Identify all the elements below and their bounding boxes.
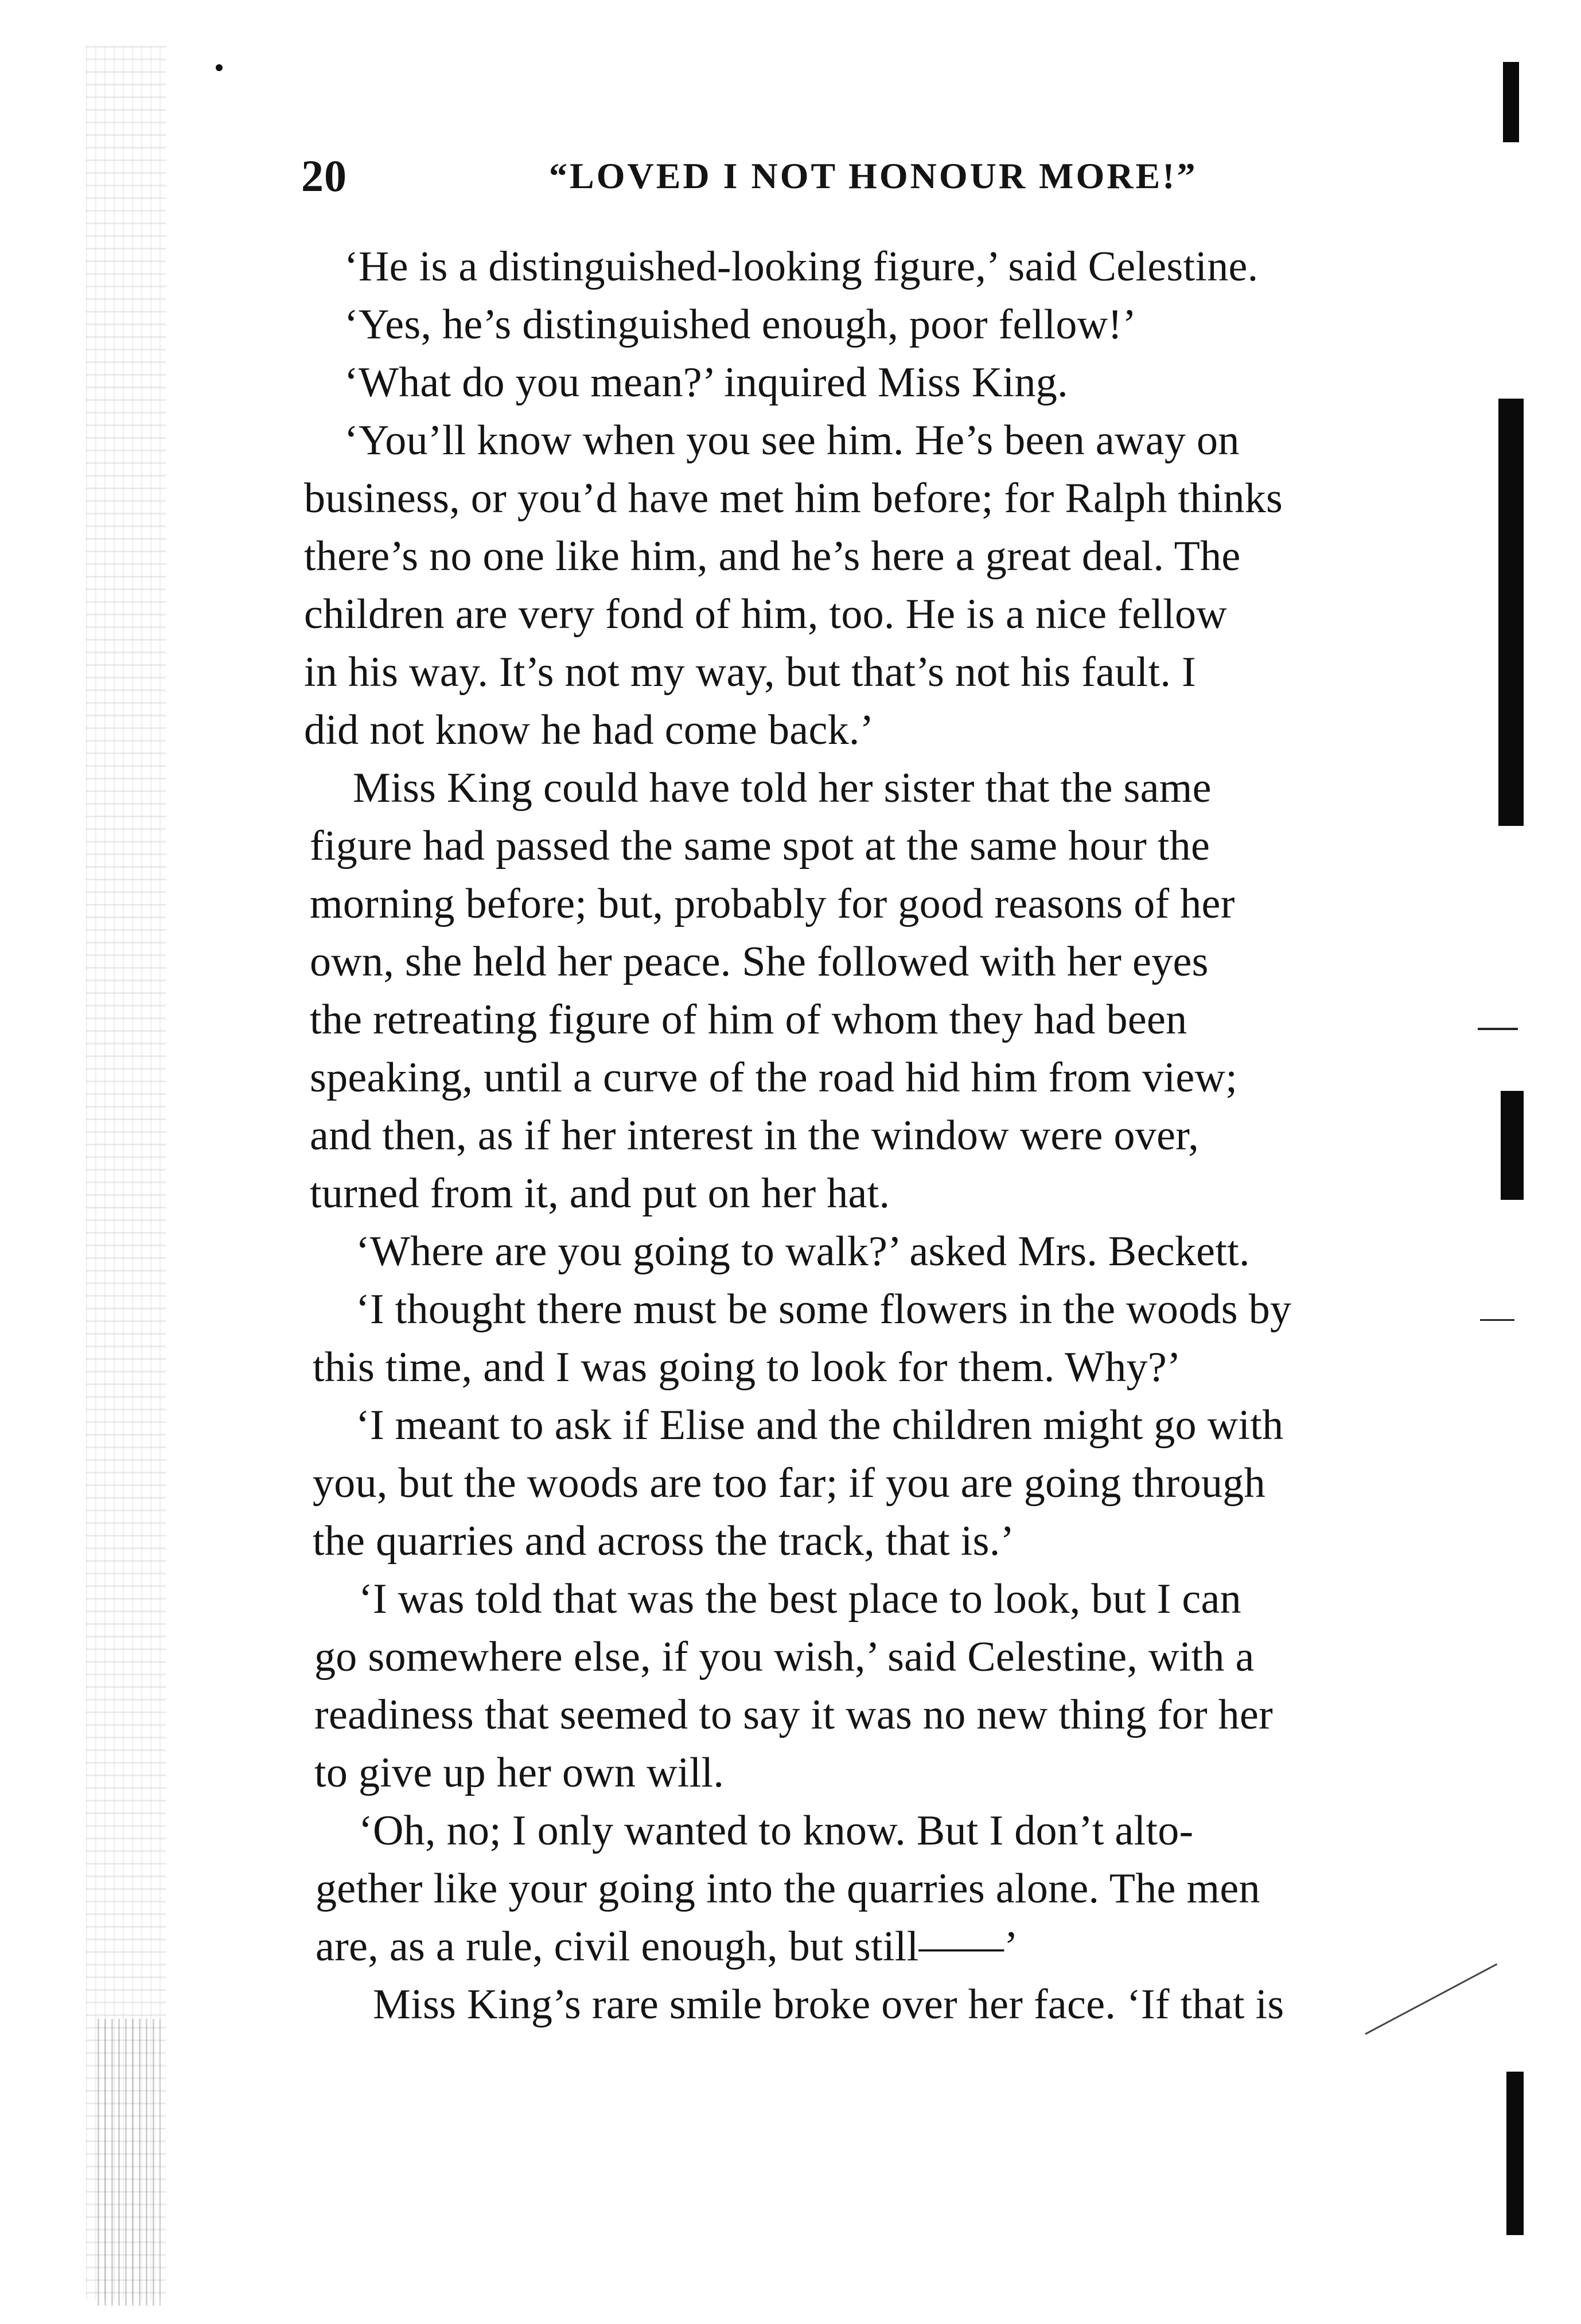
- scan-edge-bar-bottom: [1506, 2072, 1524, 2235]
- text-line: there’s no one like him, and he’s here a great deal. The: [304, 533, 1241, 580]
- running-title: “LOVED I NOT HONOUR MORE!”: [549, 155, 1198, 196]
- text-line: ‘Yes, he’s distinguished enough, poor fellow!’: [344, 301, 1137, 348]
- text-line: ‘I meant to ask if Elise and the children might go with: [356, 1402, 1284, 1449]
- scan-pencil-stroke: [1365, 1963, 1497, 2035]
- scan-gutter-noise: [86, 46, 166, 2300]
- scan-edge-bar-lower: [1501, 1091, 1524, 1200]
- text-line: ‘I was told that was the best place to look, but I can: [359, 1576, 1241, 1623]
- text-line: ‘You’ll know when you see him. He’s been away on: [344, 417, 1240, 464]
- text-line: speaking, until a curve of the road hid him from view;: [310, 1054, 1238, 1101]
- text-line: children are very fond of him, too. He is a nice fellow: [304, 591, 1228, 638]
- text-line: in his way. It’s not my way, but that’s not his fault. I: [304, 649, 1196, 696]
- scan-dash-mark: [1478, 1028, 1518, 1030]
- text-line: turned from it, and put on her hat.: [310, 1170, 890, 1217]
- text-line: the retreating figure of him of whom they had been: [310, 996, 1187, 1043]
- text-line: the quarries and across the track, that is.’: [313, 1518, 1015, 1565]
- text-line: ‘Where are you going to walk?’ asked Mrs. Beckett.: [356, 1228, 1250, 1275]
- text-line: ‘What do you mean?’ inquired Miss King.: [344, 359, 1068, 406]
- text-line: and then, as if her interest in the window were over,: [310, 1112, 1199, 1159]
- text-line: figure had passed the same spot at the same hour the: [310, 822, 1210, 869]
- scan-speck: [216, 64, 223, 71]
- text-line: Miss King could have told her sister that the same: [353, 765, 1212, 812]
- text-line: did not know he had come back.’: [304, 707, 874, 754]
- text-line: own, she held her peace. She followed with her eyes: [310, 938, 1209, 985]
- text-line: readiness that seemed to say it was no new thing for her: [314, 1691, 1274, 1738]
- scan-edge-bar-middle: [1498, 399, 1524, 826]
- text-line: ‘Oh, no; I only wanted to know. But I don’t alto-: [359, 1807, 1194, 1854]
- text-line: this time, and I was going to look for them. Why?’: [313, 1344, 1181, 1391]
- text-line: business, or you’d have met him before; for Ralph thinks: [304, 475, 1283, 522]
- text-line: you, but the woods are too far; if you are going through: [313, 1460, 1265, 1507]
- scan-gutter-noise-lower: [98, 2019, 161, 2306]
- scan-edge-bar-top: [1503, 62, 1519, 142]
- text-line: gether like your going into the quarries alone. The men: [316, 1865, 1260, 1912]
- text-line: to give up her own will.: [314, 1749, 725, 1796]
- text-line: ‘He is a distinguished-looking figure,’ said Celestine.: [344, 243, 1259, 290]
- page-header: [301, 150, 1529, 208]
- text-line: are, as a rule, civil enough, but still——’: [316, 1923, 1019, 1970]
- text-line: morning before; but, probably for good reasons of her: [310, 880, 1235, 927]
- text-line: go somewhere else, if you wish,’ said Celestine, with a: [314, 1633, 1255, 1680]
- text-line: ‘I thought there must be some flowers in the woods by: [356, 1286, 1292, 1333]
- scan-dash-mark: [1480, 1319, 1514, 1321]
- text-line: Miss King’s rare smile broke over her face. ‘If that is: [373, 1981, 1284, 2028]
- page-number: 20: [301, 151, 347, 201]
